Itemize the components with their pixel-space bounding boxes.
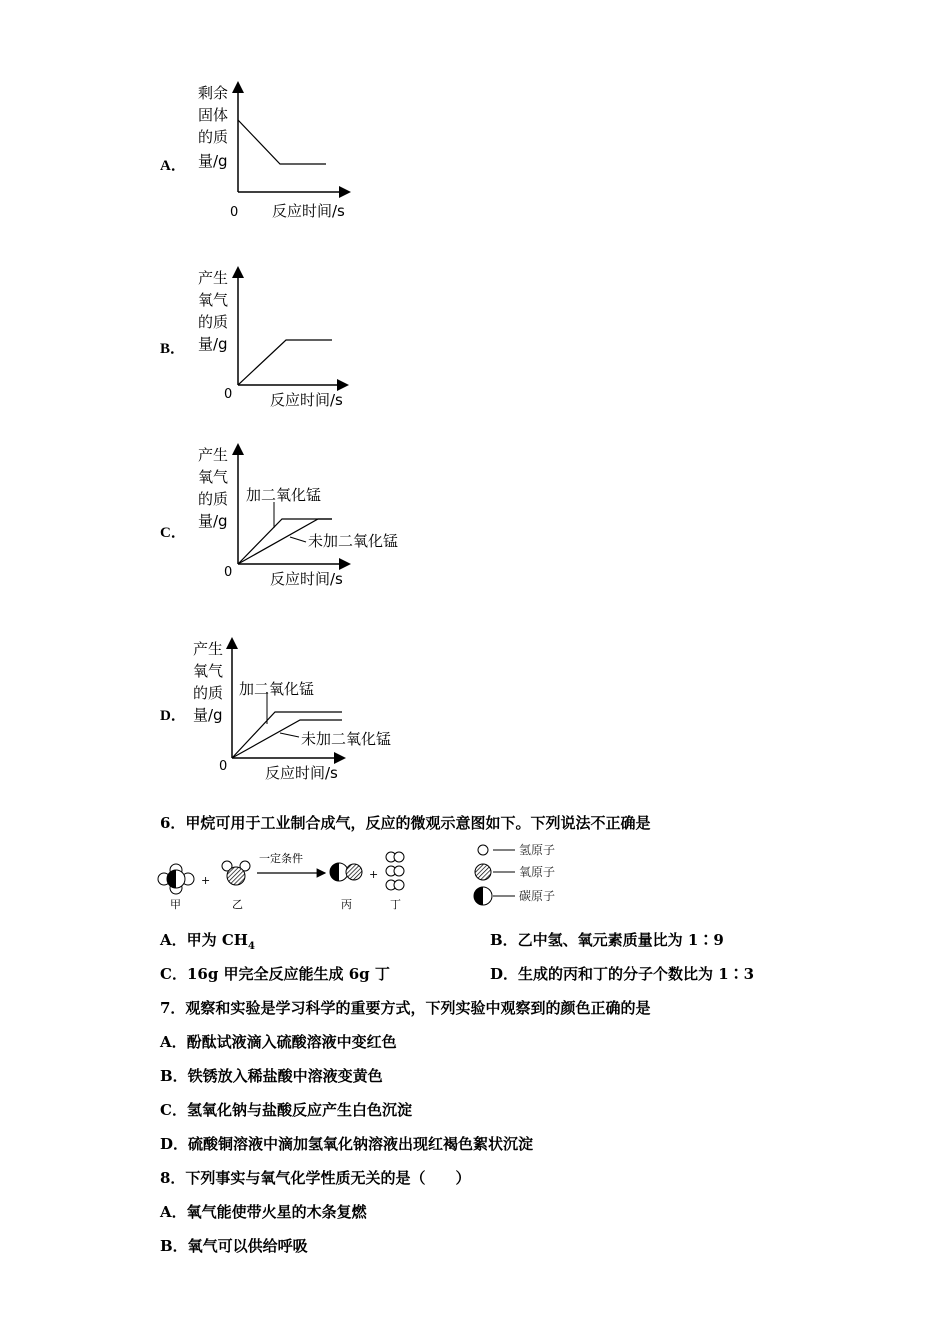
- option-d-label: D．: [160, 708, 186, 724]
- q6-option-a: [160, 929, 255, 952]
- carbon-monoxide-molecule: [330, 863, 362, 881]
- q8-option-a: A．氧气能使带火星的木条复燃: [160, 1203, 367, 1221]
- graph-d-pointer-2: [280, 733, 299, 737]
- reaction-condition: 一定条件: [259, 852, 303, 865]
- graph-c-ylabel-2: 氧气: [198, 468, 229, 486]
- hydrogen-molecules: [386, 852, 404, 890]
- option-b-label: B．: [160, 341, 186, 357]
- methane-molecule: [158, 864, 194, 894]
- plus-sign-2: +: [369, 868, 379, 881]
- atom-legend: [474, 843, 555, 905]
- graph-b-ylabel-2: 氧气: [198, 291, 229, 309]
- graph-c-series-label-1: 加二氧化锰: [246, 486, 322, 504]
- label-yi: 乙: [232, 898, 243, 911]
- graph-c-ylabel-3: 的质: [198, 490, 229, 508]
- graph-a-ylabel-3: 的质: [198, 128, 229, 146]
- graph-a-origin: 0: [230, 205, 239, 220]
- q6-option-c: C．16g 甲完全反应能生成 6g 丁: [160, 965, 390, 983]
- graph-d-series-label-2: 未加二氧化锰: [301, 730, 392, 748]
- option-a-label: A．: [160, 158, 186, 174]
- legend-carbon: 碳原子: [519, 889, 556, 903]
- graph-d-ylabel-4: 量/g: [193, 706, 223, 724]
- graph-b-ylabel-4: 量/g: [198, 335, 228, 353]
- q7-stem: 7．观察和实验是学习科学的重要方式，下列实验中观察到的颜色正确的是: [160, 999, 651, 1017]
- graph-d-ylabel-2: 氧气: [193, 662, 224, 680]
- graph-a: [190, 80, 370, 225]
- label-bing: 丙: [341, 898, 352, 911]
- graph-a-ylabel-1: 剩余: [198, 84, 229, 102]
- carbon-atom-icon: [474, 887, 492, 905]
- graph-c-series-label-2: 未加二氧化锰: [308, 532, 399, 550]
- graph-d-ylabel-1: 产生: [193, 640, 224, 658]
- q7-option-b: B．铁锈放入稀盐酸中溶液变黄色: [160, 1067, 383, 1085]
- legend-oxygen: 氧原子: [519, 865, 556, 879]
- q6-option-b: B．乙中氢、氧元素质量比为 1∶9: [490, 931, 724, 949]
- oxygen-atom-icon: [475, 864, 491, 880]
- water-molecule: [222, 861, 250, 885]
- graph-a-curve: [238, 120, 326, 164]
- graph-a-ylabel-2: 固体: [198, 106, 229, 124]
- plus-sign-1: +: [201, 874, 211, 887]
- option-c-label: C．: [160, 525, 186, 541]
- q7-option-a: A．酚酞试液滴入硫酸溶液中变红色: [160, 1033, 397, 1051]
- graph-c-xlabel: 反应时间/s: [270, 570, 343, 588]
- graph-c-ylabel-1: 产生: [198, 446, 229, 464]
- graph-d-origin: 0: [219, 759, 228, 774]
- label-ding: 丁: [390, 898, 401, 911]
- graph-b-ylabel-1: 产生: [198, 269, 229, 287]
- graph-b-curve: [238, 340, 332, 385]
- q6-option-d: D．生成的丙和丁的分子个数比为 1∶3: [490, 965, 755, 983]
- q6-reaction-diagram: [155, 840, 585, 915]
- graph-a-xlabel: 反应时间/s: [272, 202, 345, 220]
- hydrogen-atom-icon: [478, 845, 488, 855]
- q8-stem: 8．下列事实与氧气化学性质无关的是（ ）: [160, 1169, 471, 1187]
- graph-c-pointer-2: [290, 537, 306, 542]
- q6-option-a-subscript: 4: [247, 941, 255, 952]
- q7-option-d: D．硫酸铜溶液中滴加氢氧化钠溶液出现红褐色絮状沉淀: [160, 1135, 534, 1153]
- q6-option-a-text: A．甲为 CH: [160, 931, 248, 949]
- q6-stem: 6．甲烷可用于工业制合成气，反应的微观示意图如下。下列说法不正确是: [160, 814, 651, 832]
- q8-option-b: B．氧气可以供给呼吸: [160, 1237, 308, 1255]
- graph-b-ylabel-3: 的质: [198, 313, 229, 331]
- graph-d-xlabel: 反应时间/s: [265, 764, 338, 782]
- graph-b-origin: 0: [224, 387, 233, 402]
- graph-d: [185, 636, 425, 784]
- graph-b: [190, 265, 370, 410]
- graph-c-origin: 0: [224, 565, 233, 580]
- q7-option-c: C．氢氧化钠与盐酸反应产生白色沉淀: [160, 1101, 412, 1119]
- graph-c: [190, 442, 430, 590]
- legend-hydrogen: 氢原子: [519, 843, 556, 857]
- graph-d-series-label-1: 加二氧化锰: [239, 680, 315, 698]
- graph-b-xlabel: 反应时间/s: [270, 391, 343, 409]
- graph-a-ylabel-4: 量/g: [198, 152, 228, 170]
- label-jia: 甲: [170, 898, 181, 911]
- graph-c-ylabel-4: 量/g: [198, 512, 228, 530]
- graph-d-ylabel-3: 的质: [193, 684, 224, 702]
